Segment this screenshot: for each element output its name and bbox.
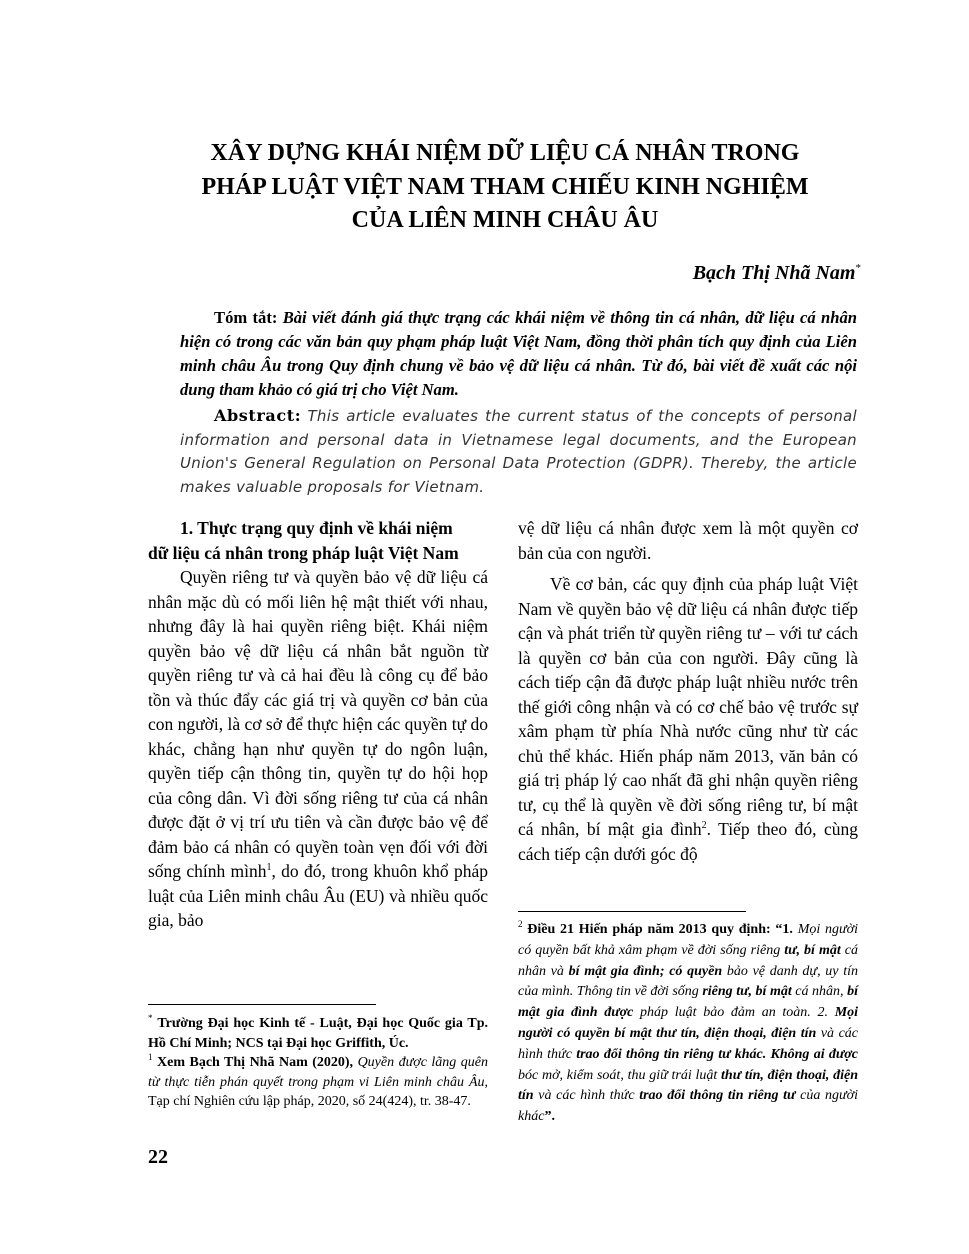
author-footnote-mark: * [855,262,861,274]
summary-text: Bài viết đánh giá thực trạng các khái niệm về thông tin cá nhân, dữ liệu cá nhân hiện có trong các văn bản quy phạm pháp luật Việt Nam, đồng thời phân tích quy định của Liên minh châu Âu trong Quy định chung về bảo vệ dữ liệu cá nhân. Từ đó, bài viết đề xuất các nội dung tham khảo có giá trị cho Việt Nam. [180,308,857,399]
abstract-text: This article evaluates the current status of the concepts of personal information and personal data in Vietnamese legal documents, and the European Union's General Regulation on Personal Data Protection (GDPR). Thereby, the article makes valuable proposals for Vietnam. [180,407,857,496]
footnote-separator-left [148,1004,376,1005]
footnote-2-seg-15: và các hình thức [538,1088,635,1104]
footnote-ref-1: 1 [266,862,272,873]
body-paragraph-2 [518,572,858,866]
paragraph-1-tail: , do đó, trong khuôn khổ pháp luật của Liên minh châu Âu (EU) và nhiều quốc gia, bảo [148,861,488,930]
footnote-2-seg-6: riêng tư, bí mật [702,984,792,1000]
footnote-2-seg-16: trao đổi thông tin riêng tư [639,1088,796,1104]
footnote-2-seg-13: bóc mở, kiểm soát, thu giữ trái luật [518,1067,718,1083]
section-heading [148,516,488,565]
article-title [150,137,860,238]
footnote-1 [148,1053,488,1112]
footnote-2-seg-3: cá nhân và [518,942,859,979]
footnote-1-author: Xem Bạch Thị Nhã Nam (2020), [157,1055,354,1070]
right-column [518,516,858,866]
left-column [148,516,488,933]
author-text: Bạch Thị Nhã Nam [692,262,856,284]
footnote-separator-right [518,911,746,912]
footnote-2-seg-9: pháp luật bảo đảm an toàn. 2. [640,1005,828,1021]
affiliation-text: Trường Đại học Kinh tế - Luật, Đại học Quốc gia Tp. Hồ Chí Minh; NCS tại Đại học Griffith, Úc. [148,1016,488,1051]
abstract-label: Abstract: [214,406,302,425]
footnote-2-seg-2: tư, bí mật [784,942,841,958]
footnote-2-seg-14: thư tín, điện thoại, điện tín [518,1067,859,1104]
footnote-2-seg-12: trao đổi thông tin riêng tư khác. Không ai được [576,1046,858,1062]
english-abstract [180,404,857,499]
footnote-ref-2: 2 [701,820,707,831]
paragraph-1-text: Quyền riêng tư và quyền bảo vệ dữ liệu cá nhân mặc dù có mối liên hệ mật thiết với nhau, nhưng đây là hai quyền riêng biệt. Khái niệm quyền bảo vệ dữ liệu cá nhân bắt nguồn từ quyền riêng tư và cả hai đều là công cụ để bảo tồn và thúc đẩy các giá trị và quyền cơ bản của con người, là cơ sở để thực hiện các quyền tự do khác, chẳng hạn như quyền tự do ngôn luận, quyền tiếp cận thông tin, quyền tự do hội họp của công dân. Vì đời sống riêng tư của cá nhân được đặt ở vị trí ưu tiên và cần được bảo vệ để đảm bảo cá nhân có quyền toàn vẹn đối với đời sống chính mình [148,567,489,881]
footnote-2-seg-7: cá nhân, [795,984,844,1000]
author-name [693,262,861,285]
footnote-2-seg-11: và các hình thức [518,1025,858,1062]
paragraph-2-tail: . Tiếp theo đó, cùng cách tiếp cận dưới góc độ [518,819,858,864]
paragraph-2-text: Về cơ bản, các quy định của pháp luật Việt Nam về quyền bảo vệ dữ liệu cá nhân được tiếp cận và phát triển từ quyền riêng tư – với tư cách là quyền cơ bản của con người. Đây cũng là cách tiếp cận đã được pháp luật nhiều nước trên thế giới công nhận và có cơ chế bảo vệ trước sự xâm phạm từ phía Nhà nước cũng như từ các chủ thể khác. Hiến pháp năm 2013, văn bản có giá trị pháp lý cao nhất đã ghi nhận quyền riêng tư, cụ thể là quyền về đời sống riêng tư, bí mật cá nhân, bí mật gia đình [518,574,858,839]
footnote-2-seg-5: bảo vệ danh dự, uy tín của mình. Thông tin về đời sống [518,963,858,1000]
footnote-2-seg-8: bí mật gia đình được [518,984,858,1021]
body-paragraph-1 [148,565,488,933]
footnote-2-seg-4: bí mật gia đình; có quyền [568,963,723,979]
footnote-2-seg-1: Mọi người có quyền bất khả xâm phạm về đời sống riêng [518,922,858,958]
section-heading-line-1: 1. Thực trạng quy định về khái niệm [180,518,453,538]
body-paragraph-1-continued: vệ dữ liệu cá nhân được xem là một quyền cơ bản của con người. [518,518,858,563]
footnote-2-end: ”. [544,1109,555,1125]
footnote-1-number: 1 [148,1052,153,1062]
footnote-1-rest: , Tạp chí Nghiên cứu lập pháp, 2020, số 24(424), tr. 38-47. [148,1074,488,1109]
footnote-2 [518,920,858,1128]
title-line-1: XÂY DỰNG KHÁI NIỆM DỮ LIỆU CÁ NHÂN TRONG [210,140,800,166]
section-heading-line-2: dữ liệu cá nhân trong pháp luật Việt Nam [148,542,459,563]
footnotes-right [518,920,858,1128]
title-line-3: CỦA LIÊN MINH CHÂU ÂU [351,207,659,233]
footnote-2-seg-10: Mọi người có quyền bí mật thư tín, điện thoại, điện tín [518,1005,859,1041]
footnote-2-intro: Điều 21 Hiến pháp năm 2013 quy định: “1. [527,922,793,937]
footnote-affiliation [148,1014,488,1053]
summary-label: Tóm tắt: [214,308,278,327]
footnote-2-number: 2 [518,919,523,929]
footnotes-left [148,1014,488,1112]
footnote-2-seg-17: của người khác [518,1088,859,1125]
vietnamese-summary [180,306,857,402]
page-number: 22 [148,1146,168,1168]
footnote-1-title: Quyền được lãng quên từ thực tiễn phán quyết trong phạm vi Liên minh châu Âu [148,1055,489,1090]
title-line-2: PHÁP LUẬT VIỆT NAM THAM CHIẾU KINH NGHIỆM [201,173,809,200]
affiliation-mark: * [148,1013,153,1023]
